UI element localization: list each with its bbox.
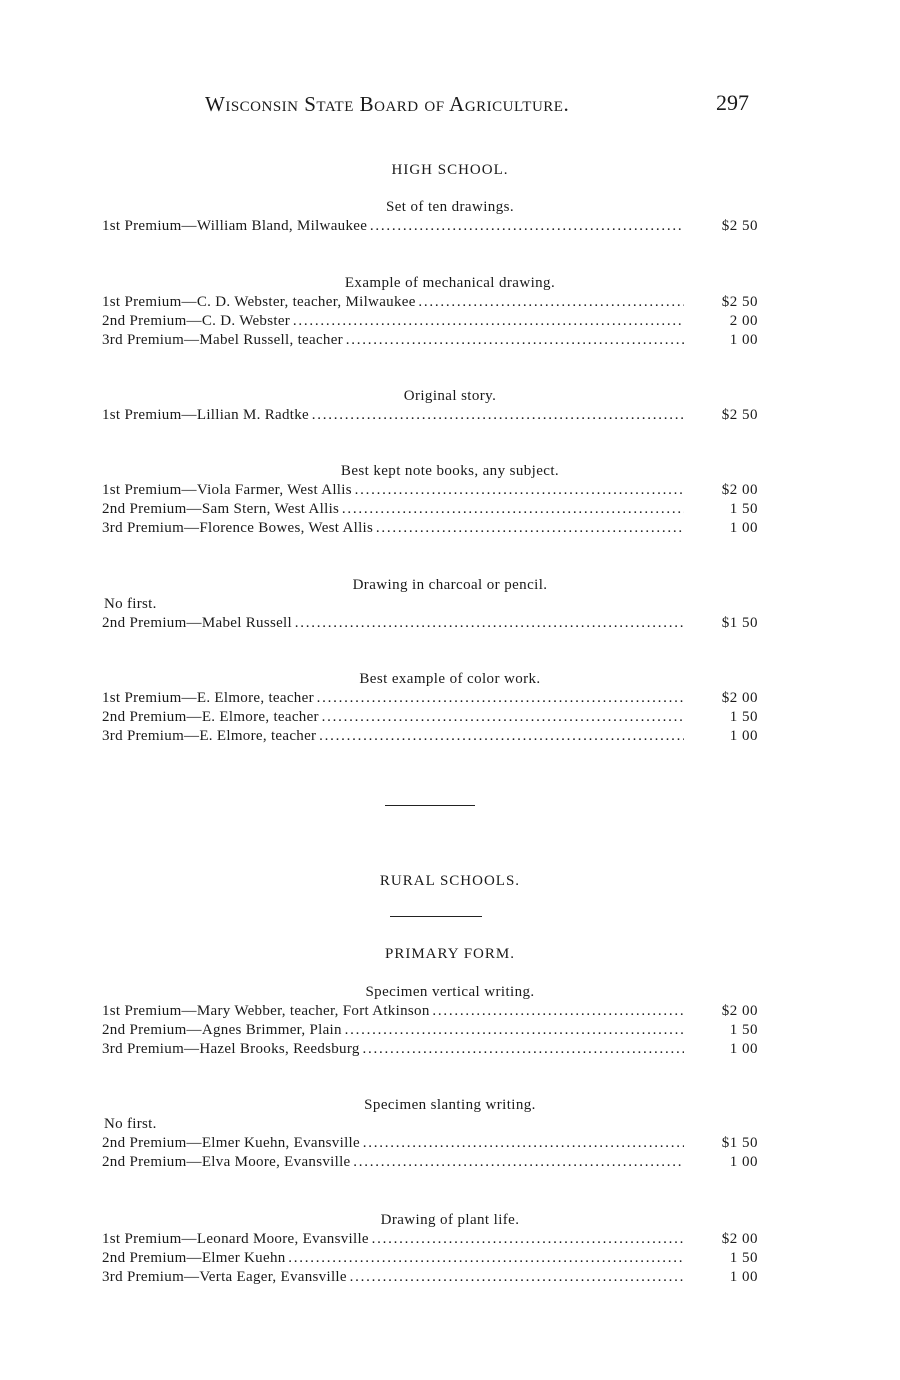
premium-amount: 1 50 [729,1022,758,1038]
premium-amount: $2 00 [721,482,758,498]
premium-entry: 3rd Premium—Verta Eager, Evansville . . . [102,1268,684,1287]
premium-row [0,614,900,633]
premium-amount: 2 00 [729,313,758,329]
section-divider [385,805,475,806]
premium-row [0,1268,900,1287]
premium-row [0,1153,900,1172]
premium-row [0,481,900,500]
premium-row [0,331,900,350]
premium-entry: 2nd Premium—Elva Moore, Evansville . . . [102,1153,684,1172]
premium-row [0,1230,900,1249]
premium-entry: 3rd Premium—Florence Bowes, West Allis . . . [102,519,684,538]
premium-entry: 3rd Premium—Hazel Brooks, Reedsburg . . . [102,1040,684,1059]
running-header [0,92,900,122]
premium-amount: 1 50 [729,1250,758,1266]
category-title: Example of mechanical drawing. [344,275,556,291]
premium-amount: $2 50 [721,218,758,234]
premium-row [0,519,900,538]
category-title: Specimen slanting writing. [364,1097,536,1113]
premium-row [0,689,900,708]
premium-row [0,217,900,236]
premium-entry: 2nd Premium—C. D. Webster . . . [102,312,684,331]
premium-entry: 3rd Premium—Mabel Russell, teacher . . . [102,331,684,350]
premium-amount: $2 00 [721,690,758,706]
no-first-note: No first. [104,596,157,612]
premium-amount: $2 00 [721,1231,758,1247]
premium-amount: 1 50 [729,709,758,725]
premium-amount: $2 00 [721,1003,758,1019]
premium-entry: 2nd Premium—Mabel Russell . . . [102,614,684,633]
premium-row [0,293,900,312]
premium-entry: 2nd Premium—Agnes Brimmer, Plain . . . [102,1021,684,1040]
premium-entry: 2nd Premium—E. Elmore, teacher . . . [102,708,684,727]
heading-divider [390,916,482,917]
category-title: Set of ten drawings. [386,199,514,215]
premium-entry: 2nd Premium—Elmer Kuehn . . . [102,1249,684,1268]
premium-entry: 1st Premium—William Bland, Milwaukee . . . [102,217,684,236]
premium-row [0,1134,900,1153]
category-color-work [0,669,900,746]
premium-entry: 1st Premium—Lillian M. Radtke . . . [102,406,684,425]
subsection-heading-primary-form: PRIMARY FORM. [385,946,515,962]
running-title: Wisconsin State Board of Agriculture. [205,92,570,116]
premium-row [0,1040,900,1059]
premium-entry: 2nd Premium—Elmer Kuehn, Evansville . . . [102,1134,684,1153]
premium-row [0,708,900,727]
primary-form-heading-block [0,944,900,964]
premium-entry: 1st Premium—Leonard Moore, Evansville . . . [102,1230,684,1249]
premium-row [0,1002,900,1021]
category-slanting-writing [0,1095,900,1172]
premium-entry: 1st Premium—C. D. Webster, teacher, Milwaukee . . . [102,293,684,312]
premium-amount: 1 00 [729,520,758,536]
category-vertical-writing [0,982,900,1059]
premium-entry: 1st Premium—Mary Webber, teacher, Fort Atkinson . . . [102,1002,684,1021]
premium-row [0,727,900,746]
premium-amount: $2 50 [721,407,758,423]
premium-amount: 1 00 [729,728,758,744]
rural-schools-heading-block [0,871,900,891]
category-set-of-ten-drawings [0,197,900,236]
premium-amount: 1 00 [729,1041,758,1057]
premium-amount: $1 50 [721,1135,758,1151]
category-title: Original story. [403,388,497,404]
section-heading-rural-schools: RURAL SCHOOLS. [379,873,521,889]
premium-amount: $1 50 [721,615,758,631]
premium-amount: 1 50 [729,501,758,517]
category-title: Best kept note books, any subject. [340,463,560,479]
category-plant-life-drawing [0,1210,900,1287]
premium-amount: 1 00 [729,1269,758,1285]
premium-row [0,1249,900,1268]
category-charcoal-drawing [0,575,900,633]
premium-row [0,500,900,519]
page-number: 297 [716,90,749,115]
high-school-heading-block [0,160,900,180]
category-title: Drawing of plant life. [380,1212,520,1228]
premium-row [0,1021,900,1040]
premium-amount: 1 00 [729,1154,758,1170]
premium-entry: 1st Premium—Viola Farmer, West Allis . . . [102,481,684,500]
premium-entry: 3rd Premium—E. Elmore, teacher . . . [102,727,684,746]
section-heading-high-school: HIGH SCHOOL. [391,162,509,178]
category-title: Best example of color work. [359,671,541,687]
premium-entry: 1st Premium—E. Elmore, teacher . . . [102,689,684,708]
category-original-story [0,386,900,425]
category-title: Specimen vertical writing. [365,984,535,1000]
category-mechanical-drawing [0,273,900,350]
premium-amount: $2 50 [721,294,758,310]
category-note-books [0,461,900,538]
premium-amount: 1 00 [729,332,758,348]
premium-entry: 2nd Premium—Sam Stern, West Allis . . . [102,500,684,519]
premium-row [0,312,900,331]
category-title: Drawing in charcoal or pencil. [352,577,548,593]
premium-row [0,406,900,425]
no-first-note: No first. [104,1116,157,1132]
